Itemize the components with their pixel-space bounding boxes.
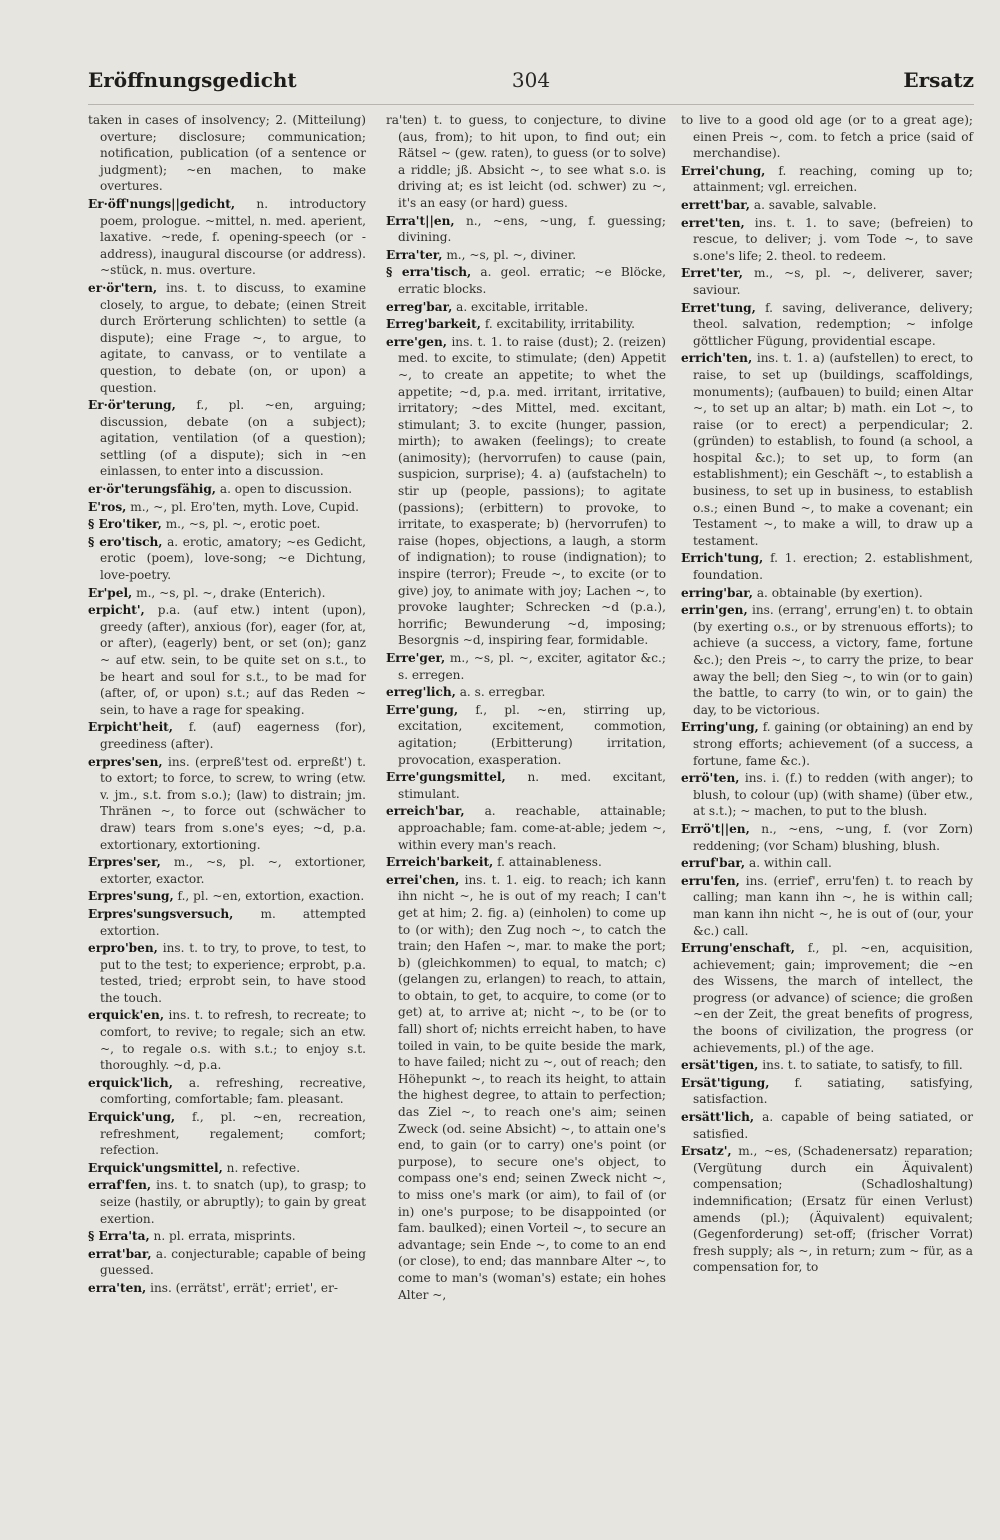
entry-headword: Erpres'ser, xyxy=(88,855,161,870)
entry-headword: Erreg'barkeit, xyxy=(386,317,481,332)
entry-definition: a. s. erregbar. xyxy=(459,685,546,700)
entry-definition: n., ~ens, ~ung, f. (vor Zorn) reddening; (vor Scham) blushing, blush. xyxy=(693,821,973,853)
entry-definition: m., ~es, (Schadenersatz) reparation; (Vergütung durch ein Äquivalent) compensation; (Schadloshaltung) indemnification; (Ersatz für einen Verlust) amends (pl.); (Äquivalent) equivalent; (Gegenforderung) set-off; (frischer Vorrat) fresh supply; als ~, in return; zum ~ für, as a compensation for, to xyxy=(693,1144,973,1275)
entry-headword: Erquick'ungsmittel, xyxy=(88,1160,223,1175)
dictionary-entry xyxy=(681,873,973,939)
column-2 xyxy=(386,112,666,1304)
dictionary-entry xyxy=(386,299,666,316)
dictionary-entry xyxy=(386,684,666,701)
entry-definition: f. reaching, coming up to; attainment; vgl. erreichen. xyxy=(693,163,973,195)
dictionary-entry xyxy=(681,719,973,769)
entry-definition: ins. (errätst', errät'; erriet', er- xyxy=(150,1280,338,1295)
entry-headword: erreich'bar, xyxy=(386,804,465,819)
entry-headword: Ersät'tigung, xyxy=(681,1075,770,1090)
entry-definition: m. attempted extortion. xyxy=(100,906,366,938)
entry-definition: ins. t. 1. eig. to reach; ich kann ihn nicht ~, he is out of my reach; I can't get at him; 2. fig. a) (einholen) to come up to (or with); den Zug noch ~, to catch the train; den Hafen ~, mar. to make the port; b) (gleichkommen) to equal, to match; c) (gelangen zu, erlangen) to reach, to attain, to obtain, to get, to acquire, to come (or to get) at, to arrive at; nicht ~, to be (or to fall) short of; nichts erreicht haben, to have toiled in vain, to be quite beside the mark, to have failed; nicht zu ~, out of reach; den Höhepunkt ~, to reach its height, to attain the highest degree, to attain to perfection; das Ziel ~, to reach one's aim; seinen Zweck (od. seine Absicht) ~, to attain one's end, to gain (or to carry) one's point (or purpose), to secure one's object, to compass one's end; seinen Zweck nicht ~, to miss one's mark (or aim), to fail of (or in) one's purpose; to be disappointed (or fam. baulked); einen Vorteil ~, to secure an advantage; sein Ende ~, to come to an end (or close), to end; das mannbare Alter ~, to come to man's (woman's) estate; ein hohes Alter ~, xyxy=(398,872,666,1302)
dictionary-entry xyxy=(88,534,366,584)
entry-headword: errich'ten, xyxy=(681,351,753,366)
header-right-guideword: Ersatz xyxy=(903,68,974,92)
entry-definition: f. satiating, satisfying, satisfaction. xyxy=(693,1075,973,1107)
dictionary-entry xyxy=(681,821,973,854)
entry-headword: erpicht', xyxy=(88,603,145,618)
entry-definition: a. excitable, irritable. xyxy=(456,299,589,314)
entry-definition: m., ~s, pl. ~, erotic poet. xyxy=(165,517,321,532)
entry-headword: Er·öff'nungs||gedicht, xyxy=(88,196,236,211)
dictionary-entry xyxy=(386,247,666,264)
entry-definition: a. reachable, attainable; approachable; fam. come-at-able; jedem ~, within every man's reach. xyxy=(398,804,666,852)
entry-headword: Er·ör'terung, xyxy=(88,398,176,413)
entry-definition: a. savable, salvable. xyxy=(753,197,877,212)
entry-definition: m., ~s, pl. ~, diviner. xyxy=(446,247,577,262)
entry-definition: to live to a good old age (or to a great age); einen Preis ~, com. to fetch a price (said of merchandise). xyxy=(681,113,973,161)
entry-headword: Erring'ung, xyxy=(681,720,759,735)
entry-headword: § Erra'ta, xyxy=(88,1229,150,1244)
header-left-guideword: Eröffnungsgedicht xyxy=(88,68,297,92)
entry-headword: Erre'ger, xyxy=(386,651,446,665)
entry-definition: n. introductory poem, prologue. ~mittel, n. med. aperient, laxative. ~rede, f. opening-speech (or -address), inaugural discourse (or address). ~stück, n. mus. overture. xyxy=(100,196,366,278)
entry-definition: f., pl. ~en, arguing; discussion, debate (on a subject); agitation, ventilation (of a question); settling (of a dispute); sich in ~en einlassen, to enter into a discussion. xyxy=(100,398,366,479)
dictionary-entry xyxy=(681,265,973,298)
entry-definition: a. obtainable (by exertion). xyxy=(756,585,923,600)
entry-definition: ins. (errief', erru'fen) t. to reach by calling; man kann ihn ~, he is within call; man kann ihn nicht ~, he is out of (our, your &c.) call. xyxy=(693,873,973,938)
dictionary-entry xyxy=(681,1057,973,1074)
entry-definition: ins. t. to try, to prove, to test, to put to the test; to experience; erprobt, p.a. tested, tried; erprobt sein, to have stood the touch. xyxy=(100,941,366,1005)
entry-headword: erring'bar, xyxy=(681,585,753,600)
entry-headword: erreg'bar, xyxy=(386,299,453,314)
dictionary-entry xyxy=(88,585,366,602)
dictionary-entry xyxy=(386,872,666,1303)
entry-headword: Errich'tung, xyxy=(681,551,764,566)
entry-definition: n. pl. errata, misprints. xyxy=(153,1229,296,1244)
dictionary-entry xyxy=(88,854,366,887)
entry-definition: f., pl. ~en, recreation, refreshment, regalement; comfort; refection. xyxy=(100,1110,366,1158)
dictionary-entry xyxy=(681,940,973,1056)
dictionary-entry xyxy=(681,602,973,718)
dictionary-entry xyxy=(88,1280,366,1297)
entry-definition: a. conjecturable; capable of being guessed. xyxy=(100,1246,366,1278)
column-1 xyxy=(88,112,366,1298)
entry-headword: er·ör'tern, xyxy=(88,280,158,295)
entry-definition: a. capable of being satiated, or satisfied. xyxy=(693,1110,973,1141)
entry-definition: f. gaining (or obtaining) an end by strong efforts; achievement (of a success, a fortune, fame &c.). xyxy=(693,720,973,768)
entry-headword: ersät'tigen, xyxy=(681,1058,759,1073)
entry-headword: erret'ten, xyxy=(681,215,745,230)
entry-headword: § Ero'tiker, xyxy=(88,517,162,532)
dictionary-entry xyxy=(681,112,973,162)
entry-definition: f., pl. ~en, stirring up, excitation, excitement, commotion, agitation; (Erbitterung) irritation, provocation, exasperation. xyxy=(398,702,666,767)
dictionary-entry xyxy=(88,602,366,718)
entry-headword: § erra'tisch, xyxy=(386,265,472,280)
entry-headword: erra'ten, xyxy=(88,1280,147,1295)
entry-definition: m., ~s, pl. ~, extortioner, extorter, exactor. xyxy=(100,855,366,886)
entry-headword: § ero'tisch, xyxy=(88,534,163,549)
entry-definition: ins. t. to satiate, to satisfy, to fill. xyxy=(762,1058,963,1073)
entry-headword: ersätt'lich, xyxy=(681,1110,755,1125)
dictionary-entry xyxy=(88,1160,366,1177)
entry-headword: Errei'chung, xyxy=(681,163,766,178)
entry-definition: m., ~, pl. Ero'ten, myth. Love, Cupid. xyxy=(130,499,359,514)
entry-definition: n., ~ens, ~ung, f. guessing; divining. xyxy=(398,213,666,245)
page-number: 304 xyxy=(511,68,551,92)
entry-definition: a. erotic, amatory; ~es Gedicht, erotic (poem), love-song; ~e Dichtung, love-poetry. xyxy=(100,534,366,583)
dictionary-entry xyxy=(88,516,366,533)
entry-headword: Erpres'sung, xyxy=(88,889,174,904)
entry-definition: ins. (errang', errung'en) t. to obtain (by exerting o.s., or by strenuous efforts); to achieve (a success, a victory, fame, fortune &c.); den Preis ~, to carry the prize, to bear away the bell; den Sieg ~, to win (or to gain) the battle, to carry (to win, or to gain) the day, to be victorious. xyxy=(693,603,973,717)
dictionary-entry xyxy=(88,940,366,1006)
entry-headword: erreg'lich, xyxy=(386,685,456,700)
dictionary-entry xyxy=(681,1143,973,1276)
entry-definition: p.a. (auf etw.) intent (upon), greedy (after), anxious (for), eager (for, at, or after), (eagerly) bent, or set (on); ganz ~ auf etw. sein, to be quite set on s.t., to be heart and soul for s.t., to be mad for (after, of, or upon) s.t.; auf das Reden ~ sein, to have a rage for speaking. xyxy=(100,603,366,717)
entry-definition: a. within call. xyxy=(749,856,832,871)
dictionary-entry xyxy=(386,803,666,853)
entry-definition: ins. t. to refresh, to recreate; to comfort, to revive; to regale; sich an etw. ~, to regale o.s. with s.t.; to enjoy s.t. thoroughly. ~d, p.a. xyxy=(100,1008,366,1073)
dictionary-entry xyxy=(681,1109,973,1142)
entry-headword: Erra'ter, xyxy=(386,247,443,262)
dictionary-entry xyxy=(386,650,666,683)
entry-definition: ins. t. 1. to save; (befreien) to rescue, to deliver; j. vom Tode ~, to save s.one's life; 2. theol. to redeem. xyxy=(693,215,973,263)
dictionary-entry xyxy=(88,112,366,195)
entry-headword: Erpres'sungsversuch, xyxy=(88,906,234,921)
entry-definition: f., pl. ~en, acquisition, achievement; gain; improvement; die ~en des Wissens, the march of intellect, the progress (or advance) of science; die großen ~en der Zeit, the great benefits of progress, the boons of civilization, the progress (or achievements, pl.) of the age. xyxy=(693,941,973,1055)
entry-definition: f. 1. erection; 2. establishment, foundation. xyxy=(693,551,973,583)
entry-headword: Erret'ter, xyxy=(681,266,743,281)
entry-headword: Errung'enschaft, xyxy=(681,941,795,956)
entry-headword: Erreich'barkeit, xyxy=(386,855,494,870)
entry-headword: Er'pel, xyxy=(88,585,133,600)
dictionary-entry xyxy=(386,316,666,333)
entry-headword: Ersatz', xyxy=(681,1144,732,1159)
entry-definition: a. refreshing, recreative, comforting, comfortable; fam. pleasant. xyxy=(100,1075,366,1107)
entry-headword: errin'gen, xyxy=(681,603,748,618)
entry-definition: m., ~s, pl. ~, exciter, agitator &c.; s. erregen. xyxy=(398,651,666,682)
column-3 xyxy=(681,112,973,1277)
entry-headword: Erre'gungsmittel, xyxy=(386,770,506,785)
entry-definition: ins. t. to discuss, to examine closely, to argue, to debate; (einen Streit durch Erörterung schlichten) to settle (a dispute); eine Frage ~, to argue, to agitate, to canvass, or to ventilate a question, to debate (on, or upon) a question. xyxy=(100,280,366,395)
dictionary-entry xyxy=(386,213,666,246)
dictionary-entry xyxy=(681,300,973,350)
entry-headword: errei'chen, xyxy=(386,872,460,887)
dictionary-entry xyxy=(88,1246,366,1279)
dictionary-entry xyxy=(681,215,973,265)
entry-definition: f. (auf) eagerness (for), greediness (after). xyxy=(100,720,366,751)
entry-definition: f. excitability, irritability. xyxy=(484,317,635,332)
entry-headword: erru'fen, xyxy=(681,873,740,888)
dictionary-entry xyxy=(681,550,973,583)
dictionary-entry xyxy=(88,1007,366,1073)
dictionary-entry xyxy=(386,702,666,768)
dictionary-entry xyxy=(88,481,366,498)
dictionary-entry xyxy=(88,1177,366,1227)
dictionary-entry xyxy=(386,769,666,802)
entry-definition: n. refective. xyxy=(226,1160,301,1175)
dictionary-entry xyxy=(681,197,973,214)
entry-definition: f. attainableness. xyxy=(497,855,602,870)
entry-definition: ins. t. 1. to raise (dust); 2. (reizen) med. to excite, to stimulate; (den) Appetit ~, to create an appetite; to whet the appetite; ~d, p.a. med. irritant, irritative, irritatory; ~des Mittel, med. excitant, stimulant; 3. to excite (hunger, passion, mirth); to awaken (feelings); to create (animosity); (hervorrufen) to cause (pain, suspicion, surprise); 4. a) (aufstacheln) to stir up (people, passions); to agitate (passions); (erbittern) to provoke, to irritate, to exasperate; b) (hervorrufen) to raise (hopes, objections, a laugh, a storm of indignation); to rouse (indignation); to inspire (terror); Freude ~, to excite (or to give) joy, to animate with joy; Lachen ~, to provoke laughter; Schrecken ~d (p.a.), horrific; Bewunderung ~d, imposing; Besorgnis ~d, inspiring fear, formidable. xyxy=(398,334,666,648)
entry-headword: Erra't||en, xyxy=(386,213,455,228)
entry-definition: ins. i. (f.) to redden (with anger); to blush, to colour (up) (with shame) (über etw., at s.t.); ~ machen, to put to the blush. xyxy=(693,771,973,819)
dictionary-entry xyxy=(88,1109,366,1159)
entry-headword: Erpicht'heit, xyxy=(88,720,173,735)
entry-headword: errat'bar, xyxy=(88,1246,152,1261)
entry-headword: erraf'fen, xyxy=(88,1178,152,1193)
entry-definition: n. med. excitant, stimulant. xyxy=(398,770,666,801)
dictionary-entry xyxy=(88,906,366,939)
entry-definition: f., pl. ~en, extortion, exaction. xyxy=(177,889,365,904)
entry-headword: errö'ten, xyxy=(681,771,740,786)
entry-headword: erruf'bar, xyxy=(681,856,746,871)
entry-headword: erquick'lich, xyxy=(88,1075,173,1090)
dictionary-entry xyxy=(88,1228,366,1245)
entry-headword: E'ros, xyxy=(88,499,127,514)
entry-headword: erquick'en, xyxy=(88,1008,165,1023)
dictionary-entry xyxy=(681,855,973,872)
entry-headword: errett'bar, xyxy=(681,197,751,212)
entry-definition: m., ~s, pl. ~, drake (Enterich). xyxy=(136,585,326,600)
dictionary-entry xyxy=(88,719,366,752)
dictionary-entry xyxy=(681,350,973,549)
dictionary-entry xyxy=(88,888,366,905)
dictionary-entry xyxy=(386,112,666,212)
entry-definition: a. geol. erratic; ~e Blöcke, erratic blocks. xyxy=(398,265,666,296)
entry-definition: ins. t. to snatch (up), to grasp; to seize (hastily, or abruptly); to gain by great exertion. xyxy=(100,1178,366,1226)
entry-definition: m., ~s, pl. ~, deliverer, saver; saviour. xyxy=(693,266,973,297)
dictionary-entry xyxy=(681,770,973,820)
dictionary-entry xyxy=(386,264,666,297)
dictionary-entry xyxy=(681,1075,973,1108)
entry-headword: er·ör'terungsfähig, xyxy=(88,482,217,497)
dictionary-entry xyxy=(88,499,366,516)
dictionary-entry xyxy=(88,397,366,480)
page-header xyxy=(88,60,974,100)
entry-definition: f. saving, deliverance, delivery; theol. salvation, redemption; ~ infolge göttlicher Fügung, providential escape. xyxy=(693,300,973,348)
dictionary-entry xyxy=(88,280,366,396)
dictionary-entry xyxy=(88,1075,366,1108)
dictionary-entry xyxy=(88,754,366,854)
entry-definition: a. open to discussion. xyxy=(219,482,353,497)
dictionary-entry xyxy=(386,854,666,871)
entry-definition: taken in cases of insolvency; 2. (Mitteilung) overture; disclosure; communication; notification, publication (of a sentence or judgment); ~en machen, to make overtures. xyxy=(88,113,366,194)
header-rule xyxy=(88,104,974,105)
entry-headword: Erre'gung, xyxy=(386,702,459,717)
dictionary-entry xyxy=(88,196,366,279)
entry-definition: ins. t. 1. a) (aufstellen) to erect, to raise, to set up (buildings, scaffoldings, monuments); (aufbauen) to build; einen Altar ~, to set up an altar; b) math. ein Lot ~, to raise (or to erect) a perpendicular; 2. (gründen) to establish, to found (a school, a hospital &c.); to set up, to form (an establishment); ein Geschäft ~, to establish a business, to set up in business, to establish o.s.; einen Bund ~, to make a covenant; ein Testament ~, to make a will, to draw up a testament. xyxy=(693,351,973,548)
entry-headword: Erquick'ung, xyxy=(88,1110,176,1125)
entry-definition: ins. (erpreß'test od. erpreßt') t. to extort; to force, to screw, to wring (etw. v. jm., s.t. from s.o.); (law) to distrain; jm. Thränen ~, to force out (schwächer to draw) tears from s.one's eyes; ~d, p.a. extortionary, extortioning. xyxy=(100,754,366,852)
dictionary-entry xyxy=(386,334,666,649)
entry-headword: erre'gen, xyxy=(386,334,447,349)
entry-headword: Erret'tung, xyxy=(681,300,756,315)
dictionary-entry xyxy=(681,163,973,196)
entry-headword: erpres'sen, xyxy=(88,754,163,769)
dictionary-entry xyxy=(681,585,973,602)
entry-definition: ra'ten) t. to guess, to conjecture, to divine (aus, from); to hit upon, to find out; ein Rätsel ~ (gew. raten), to guess (or to solve) a riddle; jß. Absicht ~, to see what s.o. is driving at; es ist leicht (od. schwer) zu ~, it's an easy (or hard) guess. xyxy=(386,113,666,210)
entry-headword: Errö't||en, xyxy=(681,821,750,836)
entry-headword: erpro'ben, xyxy=(88,941,158,956)
